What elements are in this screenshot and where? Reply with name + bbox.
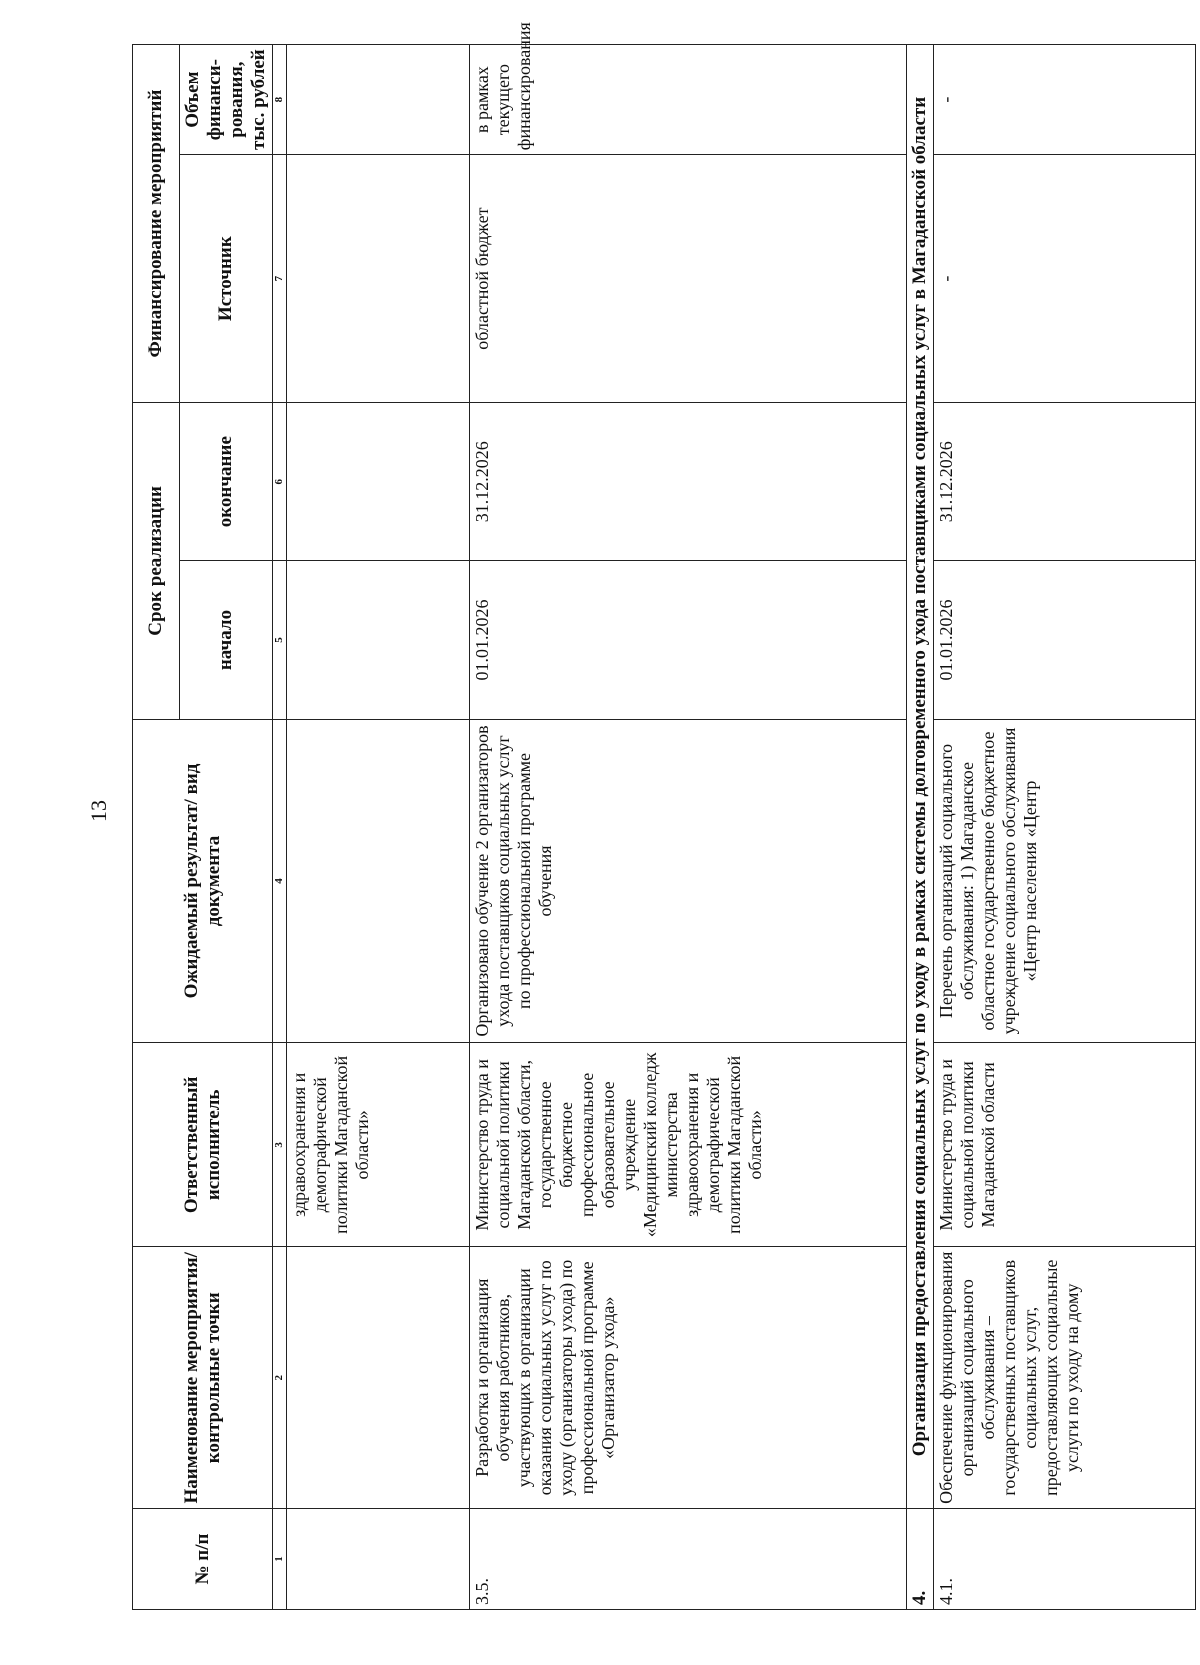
measures-table (132, 22, 1196, 1610)
table-row-4-1 (934, 45, 1196, 1610)
header-period: Срок реализации (133, 403, 180, 720)
cell-volume (287, 45, 470, 155)
header-source: Источник (180, 155, 273, 403)
cell-responsible: Министерство труда и социальной политики Магаданской области (934, 1043, 1196, 1247)
column-number: 6 (273, 403, 287, 561)
column-number: 4 (273, 719, 287, 1043)
cell-start: 01.01.2026 (470, 561, 907, 719)
column-numbers-row (273, 45, 287, 1610)
cell-num: 4.1. (934, 1509, 1196, 1610)
header-end: окончание (180, 403, 273, 561)
table-row-3-5 (470, 45, 907, 1610)
cell-source (287, 155, 470, 403)
column-number: 2 (273, 1247, 287, 1509)
cell-result: Организовано обучение 2 организаторов ухода поставщиков социальных услуг по профессиональной программе обучения (470, 719, 907, 1043)
cell-result (287, 719, 470, 1043)
cell-volume: в рамках текущего финансирования (470, 45, 907, 155)
cell-start (287, 561, 470, 719)
cell-name (287, 1247, 470, 1509)
header-responsible: Ответственный исполнитель (133, 1043, 273, 1247)
cell-num (287, 1509, 470, 1610)
header-row-1 (133, 45, 180, 1610)
header-financing: Финансирование мероприятий (133, 45, 180, 403)
cell-start: 01.01.2026 (934, 561, 1196, 719)
column-number: 3 (273, 1043, 287, 1247)
cell-result: Перечень организаций социального обслуживания: 1) Магаданское областное государственное бюджетное учреждение социального обслуживания «Центр населения «Центр (934, 719, 1196, 1043)
header-result: Ожидаемый результат/ вид документа (133, 719, 273, 1043)
column-number: 5 (273, 561, 287, 719)
section-num: 4. (907, 1509, 934, 1610)
document-sheet (132, 22, 1192, 1610)
cell-responsible: Министерство труда и социальной политики Магаданской области, государственное бюджетное профессиональное образовательное учреждение «Медицинский колледж министерства здравоохранения и демографической политики Магаданской области» (470, 1043, 907, 1247)
cell-end (287, 403, 470, 561)
header-volume: Объем финанси-рования, тыс. рублей (180, 45, 273, 155)
cell-volume: - (934, 45, 1196, 155)
cell-source: - (934, 155, 1196, 403)
section-title: Организация предоставления социальных услуг по уходу в рамках системы долговременного ухода поставщиками социальных услуг в Магаданской области (907, 45, 934, 1509)
column-number: 1 (273, 1509, 287, 1610)
header-start: начало (180, 561, 273, 719)
cell-source: областной бюджет (470, 155, 907, 403)
column-number: 8 (273, 45, 287, 155)
table-row-continuation (287, 45, 470, 1610)
section-row-4 (907, 45, 934, 1610)
cell-end: 31.12.2026 (934, 403, 1196, 561)
column-number: 7 (273, 155, 287, 403)
header-num: № п/п (133, 1509, 273, 1610)
cell-name: Обеспечение функционирования организаций социального обслуживания – государственных поставщиков социальных услуг, предоставляющих социальные услуги по уходу на дому (934, 1247, 1196, 1509)
page-number: 13 (86, 800, 111, 822)
cell-num: 3.5. (470, 1509, 907, 1610)
header-name: Наименование мероприятия/ контрольные точки (133, 1247, 273, 1509)
cell-name: Разработка и организация обучения работников, участвующих в организации оказания социальных услуг по уходу (организаторы ухода) по профессиональной программе «Организатор ухода» (470, 1247, 907, 1509)
cell-end: 31.12.2026 (470, 403, 907, 561)
cell-responsible: здравоохранения и демографической политики Магаданской области» (287, 1043, 470, 1247)
